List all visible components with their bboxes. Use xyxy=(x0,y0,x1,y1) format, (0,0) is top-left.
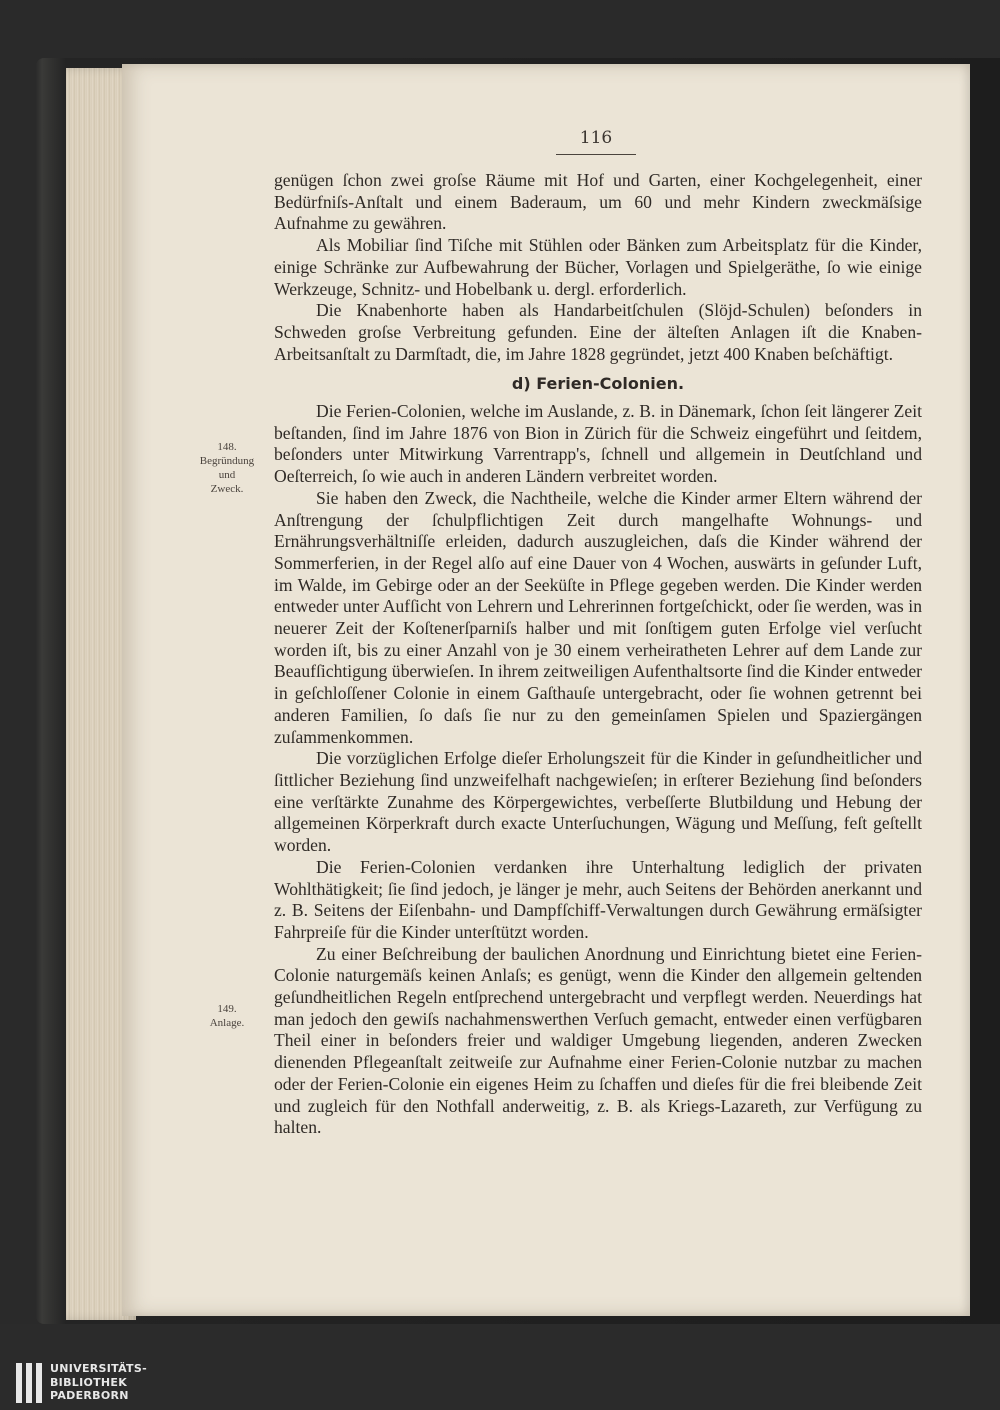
paragraph: Die vorzüglichen Erfolge dieſer Erholungszeit für die Kinder in geſundheitlicher und ſittlicher Beziehung ſind unzweifelhaft nachgewieſen; in erſterer Beziehung ſind beſonders eine verſtärkte Zunahme des Körpergewichtes, verbeſſerte Blutbildung und Hebung der allgemeinen Körperkraft durch exacte Unterſuchungen, Wägung und Meſſung, feſt geſtellt worden. xyxy=(274,748,922,856)
paragraph: Die Ferien-Colonien verdanken ihre Unterhaltung lediglich der privaten Wohlthätigkeit; ſie ſind jedoch, je länger je mehr, auch Seitens der Behörden anerkannt und z. B. Seitens der Eiſenbahn- und Dampfſchiff-Verwaltungen durch Gewährung ermäſsigter Fahrpreiſe für die Kinder unterſtützt worden. xyxy=(274,856,922,942)
margin-note-line: Begründung xyxy=(199,455,255,467)
margin-note-148 xyxy=(192,440,262,496)
page-body xyxy=(274,170,922,1139)
paragraph: Sie haben den Zweck, die Nachtheile, welche die Kinder armer Eltern während der Anſtrengung der ſchulpflichtigen Zeit durch mangelhafte Wohnungs- und Ernährungsverhältniſſe erleiden, dadurch auszugleichen, daſs die Kinder während der Sommerferien, in der Regel alſo auf eine Dauer von 4 Wochen, auswärts in geſunder Luft, im Walde, im Gebirge oder an der Seeküſte in Pflege gegeben werden. Die Kinder werden entweder unter Aufſicht von Lehrern und Lehrerinnen fortgeſchickt, oder ſie werden, was in neuerer Zeit der Koſtenerſparniſs halber und mit ſonſtigem guten Erfolge viel verſucht worden iſt, bis zu einer Anzahl von je 30 einem verheiratheten Lehrer auf dem Lande zur Beaufſichtigung überwieſen. In ihrem zeitweiligen Aufenthaltsorte ſind die Kinder entweder in geſchloſſener Colonie in einem Gaſthauſe untergebracht, oder ſie wohnen getrennt bei anderen Familien, ſo daſs ſie nur zu den gemeinſamen Spielen und Spaziergängen zuſammenkommen. xyxy=(274,487,922,747)
margin-note-number: 148. xyxy=(217,441,237,453)
paragraph: Die Ferien-Colonien, welche im Auslande, z. B. in Dänemark, ſchon ſeit längerer Zeit beſtanden, ſind im Jahre 1876 von Bion in Zürich für die Schweiz eingeführt und ſeitdem, beſonders unter Mitwirkung Varrentrapp's, ſchnell und allgemein in Deutſchland und Oeſterreich, ſo wie auch in anderen Ländern verbreitet worden. xyxy=(274,401,922,487)
library-logo-mark-icon xyxy=(16,1363,42,1403)
margin-note-number: 149. xyxy=(217,1003,237,1015)
logo-line: PADERBORN xyxy=(50,1389,129,1402)
paragraph: Die Knabenhorte haben als Handarbeitſchulen (Slöjd-Schulen) beſonders in Schweden groſse Verbreitung gefunden. Eine der älteſten Anlagen iſt die Knaben-Arbeitsanſtalt zu Darmſtadt, die, im Jahre 1828 gegründet, jetzt 400 Knaben beſchäftigt. xyxy=(274,300,922,364)
footer-strip xyxy=(0,1324,1000,1410)
margin-note-line: Zweck. xyxy=(210,483,244,495)
section-heading: d) Ferien-Colonien. xyxy=(511,374,685,394)
logo-line: BIBLIOTHEK xyxy=(50,1375,128,1389)
library-logo-text xyxy=(50,1362,147,1403)
margin-note-149 xyxy=(192,1002,262,1030)
paragraph: genügen ſchon zwei groſse Räume mit Hof und Garten, einer Kochgelegenheit, einer Bedürfniſs-Anſtalt und einem Baderaum, um 60 und mehr Kindern zweckmäſsige Aufnahme zu gewähren. xyxy=(274,170,922,234)
margin-note-line: Anlage. xyxy=(209,1017,245,1029)
logo-line: UNIVERSITÄTS- xyxy=(50,1362,147,1375)
margin-note-line: und xyxy=(218,469,236,481)
paragraph: Als Mobiliar ſind Tiſche mit Stühlen oder Bänken zum Arbeitsplatz für die Kinder, einige Schränke zur Aufbewahrung der Bücher, Vorlagen und Spielgeräthe, ſo wie einige Werkzeuge, Schnitz- und Hobelbank u. dergl. erforderlich. xyxy=(274,235,922,299)
page-number: 116 xyxy=(556,128,636,155)
paragraph: Zu einer Beſchreibung der baulichen Anordnung und Einrichtung bietet eine Ferien-Colonie naturgemäſs keinen Anlaſs; es genügt, wenn die Kinder den allgemein geltenden geſundheitlichen Regeln entſprechend untergebracht und verpflegt werden. Neuerdings hat man jedoch den gewiſs nachahmenswerthen Verſuch gemacht, entweder einen verfügbaren Theil einer in beſonders freier und waldiger Umgebung liegenden, anderen Zwecken dienenden Pflegeanſtalt zeitweiſe zur Aufnahme einer Ferien-Colonie nutzbar zu machen oder der Ferien-Colonie ein eigenes Heim zu ſchaffen und dieſes für die frei bleibende Zeit und zugleich für den Nothfall anderweitig, z. B. als Kriegs-Lazareth, zur Verfügung zu halten. xyxy=(274,943,922,1138)
library-logo xyxy=(16,1362,147,1403)
